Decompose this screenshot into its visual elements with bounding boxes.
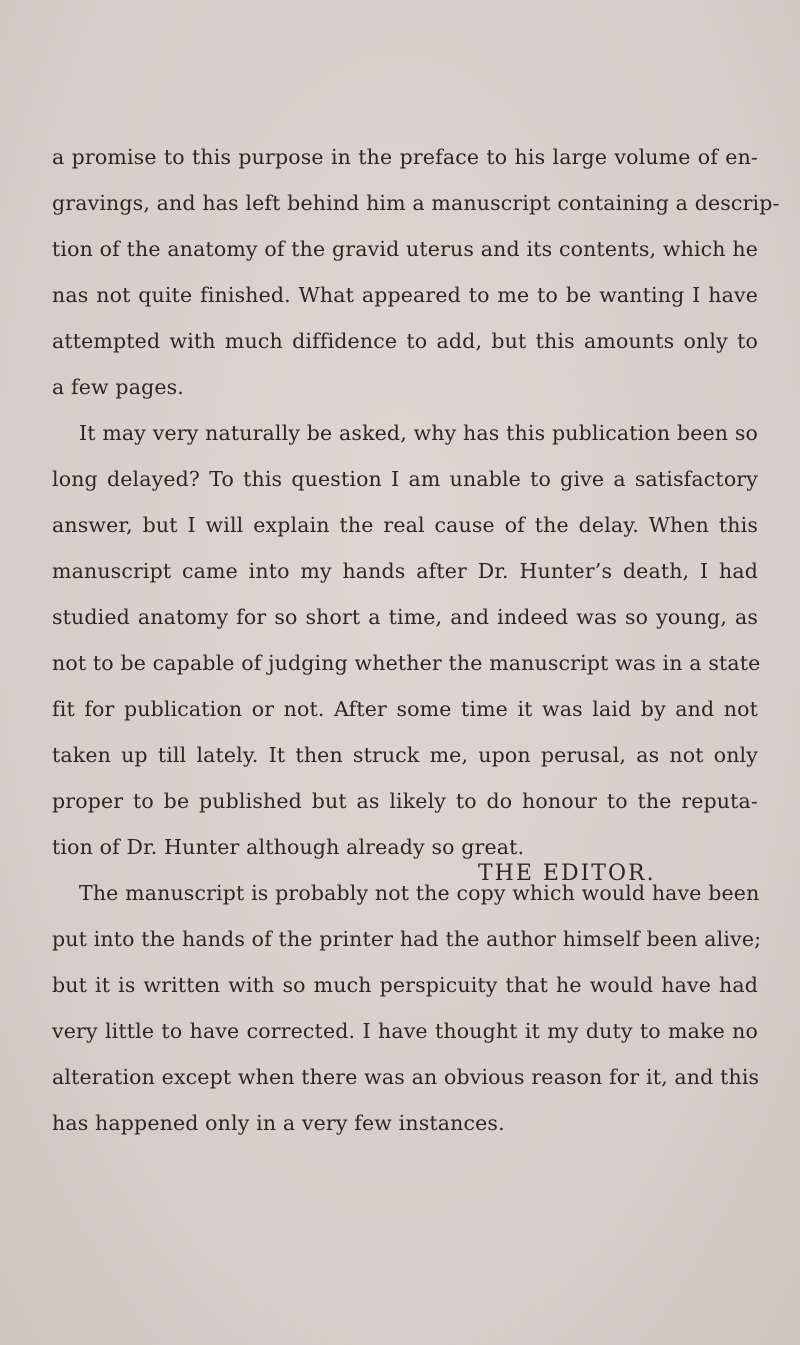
text-line: proper to be published but as likely to do honour to the reputa- [52,789,758,813]
text-line: gravings, and has left behind him a manuscript containing a descrip- [52,191,780,215]
text-line: The manuscript is probably not the copy which would have been [79,881,760,905]
text-line: but it is written with so much perspicuity that he would have had [52,973,758,997]
text-line: tion of Dr. Hunter although already so great. [52,835,525,859]
text-line: fit for publication or not. After some time it was laid by and not [52,697,758,721]
text-line: It may very naturally be asked, why has this publication been so [79,421,758,445]
signature: THE EDITOR. [478,861,656,886]
body-text [52,134,780,1146]
text-line: long delayed? To this question I am unable to give a satisfactory [52,467,758,491]
text-line: not to be capable of judging whether the manuscript was in a state [52,651,761,675]
text-line: studied anatomy for so short a time, and indeed was so young, as [52,605,758,629]
text-line: very little to have corrected. I have thought it my duty to make no [52,1019,758,1043]
text-line: manuscript came into my hands after Dr. Hunter’s death, I had [52,559,758,583]
text-line: taken up till lately. It then struck me, upon perusal, as not only [52,743,758,767]
text-line: nas not quite finished. What appeared to me to be wanting I have [52,283,758,307]
text-line: answer, but I will explain the real cause of the delay. When this [52,513,758,537]
text-line: a promise to this purpose in the preface to his large volume of en- [52,145,758,169]
text-line: attempted with much diffidence to add, but this amounts only to [52,329,758,353]
text-line: tion of the anatomy of the gravid uterus and its contents, which he [52,237,758,261]
text-line: has happened only in a very few instances. [52,1111,505,1135]
text-line: a few pages. [52,375,184,399]
text-line: alteration except when there was an obvious reason for it, and this [52,1065,760,1089]
text-line: put into the hands of the printer had the author himself been alive; [52,927,762,951]
